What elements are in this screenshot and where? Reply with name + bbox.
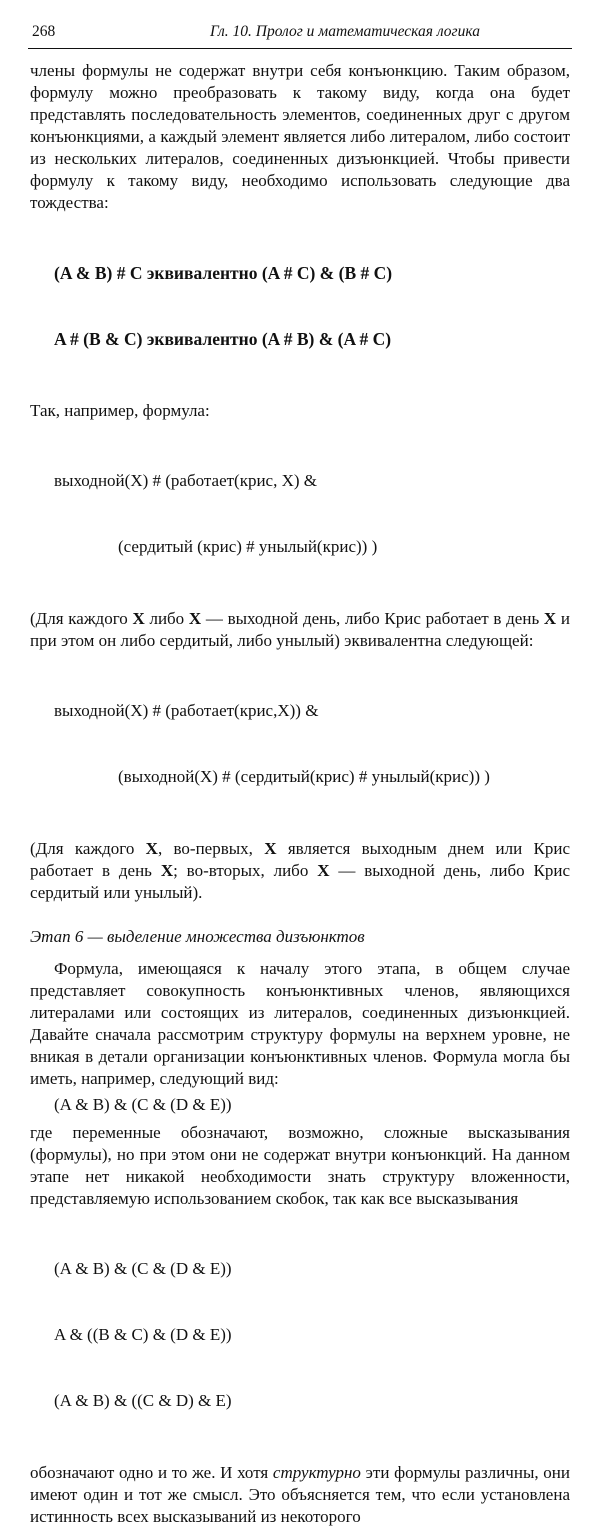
formula-3: (A & B) & (C & (D & E)) <box>54 1095 232 1114</box>
emphasis: структурно <box>272 1463 361 1482</box>
identity-2: A # (B & C) эквивалентно (A # B) & (A # C) <box>54 329 392 349</box>
page-body <box>30 60 570 1528</box>
formula-1 <box>30 426 570 602</box>
explanation-2: (Для каждого X, во-первых, X является выходным днем или Крис работает в день X; во-вторых, либо X — выходной день, либо Крис сердитый или унылый). <box>30 839 571 902</box>
formula-2-line-1: выходной(X) # (работает(крис,X)) & <box>54 701 319 720</box>
formula-2 <box>30 656 570 832</box>
formula-2-line-2: (выходной(X) # (сердитый(крис) # унылый(крис)) ) <box>118 767 490 786</box>
formula-1-line-1: выходной(X) # (работает(крис, X) & <box>54 471 318 490</box>
formula-4-line-3: (A & B) & ((C & D) & E) <box>54 1391 232 1410</box>
formula-4-line-2: A & ((B & C) & (D & E)) <box>54 1325 232 1344</box>
paragraph-2: Формула, имеющаяся к началу этого этапа, в общем случае представляет совокупность конъюнктивных членов, являющихся литералами или состоящих из литералов, соединенных дизъюнкцией. Давайте сначала рассмотрим структуру формулы на верхнем уровне, не вникая в детали организации конъюнктивных членов. Формула могла бы иметь, например, следующий вид: <box>30 959 570 1088</box>
page-header <box>28 18 572 49</box>
explanation-1: (Для каждого X либо X — выходной день, либо Крис работает в день X и при этом он либо сердитый, либо унылый) эквивалентна следующей: <box>30 609 570 650</box>
identity-1: (A & B) # C эквивалентно (A # C) & (B # C) <box>54 263 393 283</box>
paragraph-4: обозначают одно и то же. И хотя структурно эти формулы различны, они имеют один и тот же смысл. Это объясняется тем, что если установлена истинность всех высказываний из некоторого <box>30 1463 570 1526</box>
section-subheading: Этап 6 — выделение множества дизъюнктов <box>30 927 365 946</box>
formula-4-line-1: (A & B) & (C & (D & E)) <box>54 1259 232 1278</box>
running-head: Гл. 10. Пролог и математическая логика <box>210 23 480 40</box>
page-number: 268 <box>32 23 56 40</box>
formula-1-line-2: (сердитый (крис) # унылый(крис)) ) <box>118 537 378 556</box>
formula-4 <box>30 1214 570 1456</box>
paragraph-1: члены формулы не содержат внутри себя конъюнкцию. Таким образом, формулу можно преобразовать к такому виду, когда она будет представлять последовательность элементов, соединенных друг с другом конъюнкциями, а каждый элемент является либо литералом, либо состоит из нескольких литералов, соединенных дизъюнкцией. Чтобы привести формулу к такому виду, необходимо использовать следующие два тождества: <box>30 61 570 212</box>
example-intro: Так, например, формула: <box>30 401 210 420</box>
paragraph-3: где переменные обозначают, возможно, сложные высказывания (формулы), но при этом они не содержат внутри конъюнкций. На данном этапе нет никакой необходимости знать структуру вложенности, представляемую использованием скобок, так как все высказывания <box>30 1123 570 1208</box>
identities <box>30 218 570 394</box>
